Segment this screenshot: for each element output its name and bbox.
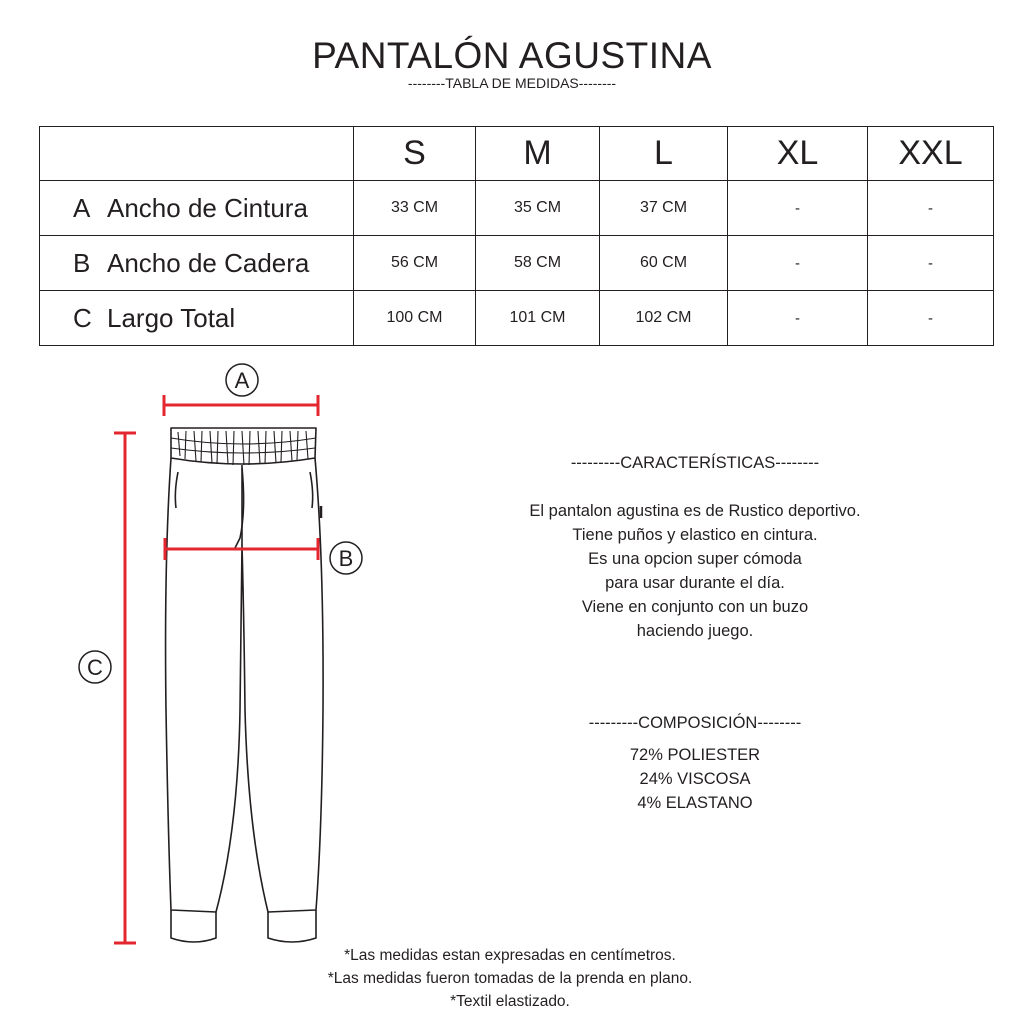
pants-illustration — [166, 428, 324, 942]
table-cell: - — [868, 291, 994, 346]
page-title: PANTALÓN AGUSTINA — [312, 35, 712, 76]
note-line: *Textil elastizado. — [450, 993, 570, 1010]
table-cell: 56 CM — [354, 236, 476, 291]
size-header-m: M — [476, 127, 600, 181]
features-line: para usar durante el día. — [605, 574, 785, 592]
waist-measure-line — [164, 395, 318, 416]
table-cell: 35 CM — [476, 181, 600, 236]
features-section — [500, 451, 890, 643]
table-cell: 37 CM — [600, 181, 728, 236]
table-cell: 102 CM — [600, 291, 728, 346]
table-cell: - — [868, 181, 994, 236]
size-chart-table — [39, 126, 994, 346]
table-cell: - — [868, 236, 994, 291]
table-cell: - — [728, 236, 868, 291]
note-line: *Las medidas estan expresadas en centímetros. — [344, 947, 676, 964]
table-cell: 60 CM — [600, 236, 728, 291]
table-cell: 58 CM — [476, 236, 600, 291]
composition-item: 24% VISCOSA — [639, 770, 751, 788]
row-label-text: Ancho de Cadera — [107, 247, 310, 278]
composition-section — [500, 711, 890, 815]
notes-section — [200, 944, 820, 1013]
table-cell: - — [728, 181, 868, 236]
table-cell: 101 CM — [476, 291, 600, 346]
features-line: El pantalon agustina es de Rustico deportivo. — [529, 502, 861, 520]
composition-heading: ---------COMPOSICIÓN-------- — [588, 714, 802, 732]
row-label-largo — [40, 291, 354, 346]
marker-a-label: A — [234, 368, 250, 393]
marker-c-label: C — [87, 655, 103, 680]
length-measure-line — [114, 433, 136, 943]
table-cell: - — [728, 291, 868, 346]
size-header-l: L — [600, 127, 728, 181]
row-label-text: Largo Total — [107, 302, 236, 333]
size-header-blank — [40, 127, 354, 181]
size-header-xl: XL — [728, 127, 868, 181]
size-header-s: S — [354, 127, 476, 181]
size-header-row — [40, 127, 994, 181]
row-label-text: Ancho de Cintura — [107, 192, 308, 223]
table-row — [40, 291, 994, 346]
note-line: *Las medidas fueron tomadas de la prenda en plano. — [327, 970, 693, 987]
page-subtitle: --------TABLA DE MEDIDAS-------- — [407, 75, 617, 91]
pants-measurement-diagram — [70, 360, 380, 960]
composition-item: 4% ELASTANO — [637, 794, 753, 812]
features-line: Viene en conjunto con un buzo — [581, 598, 809, 616]
table-row — [40, 181, 994, 236]
features-line: haciendo juego. — [636, 622, 754, 640]
features-line: Es una opcion super cómoda — [588, 550, 802, 568]
marker-b-label: B — [338, 546, 354, 571]
row-label-cadera — [40, 236, 354, 291]
composition-item: 72% POLIESTER — [629, 746, 761, 764]
row-letter: B — [73, 247, 91, 278]
row-label-cintura — [40, 181, 354, 236]
row-letter: A — [73, 192, 91, 223]
table-row — [40, 236, 994, 291]
table-cell: 33 CM — [354, 181, 476, 236]
size-header-xxl: XXL — [868, 127, 994, 181]
features-line: Tiene puños y elastico en cintura. — [572, 526, 818, 544]
row-letter: C — [73, 302, 92, 333]
table-cell: 100 CM — [354, 291, 476, 346]
features-heading: ---------CARACTERÍSTICAS-------- — [570, 454, 820, 472]
